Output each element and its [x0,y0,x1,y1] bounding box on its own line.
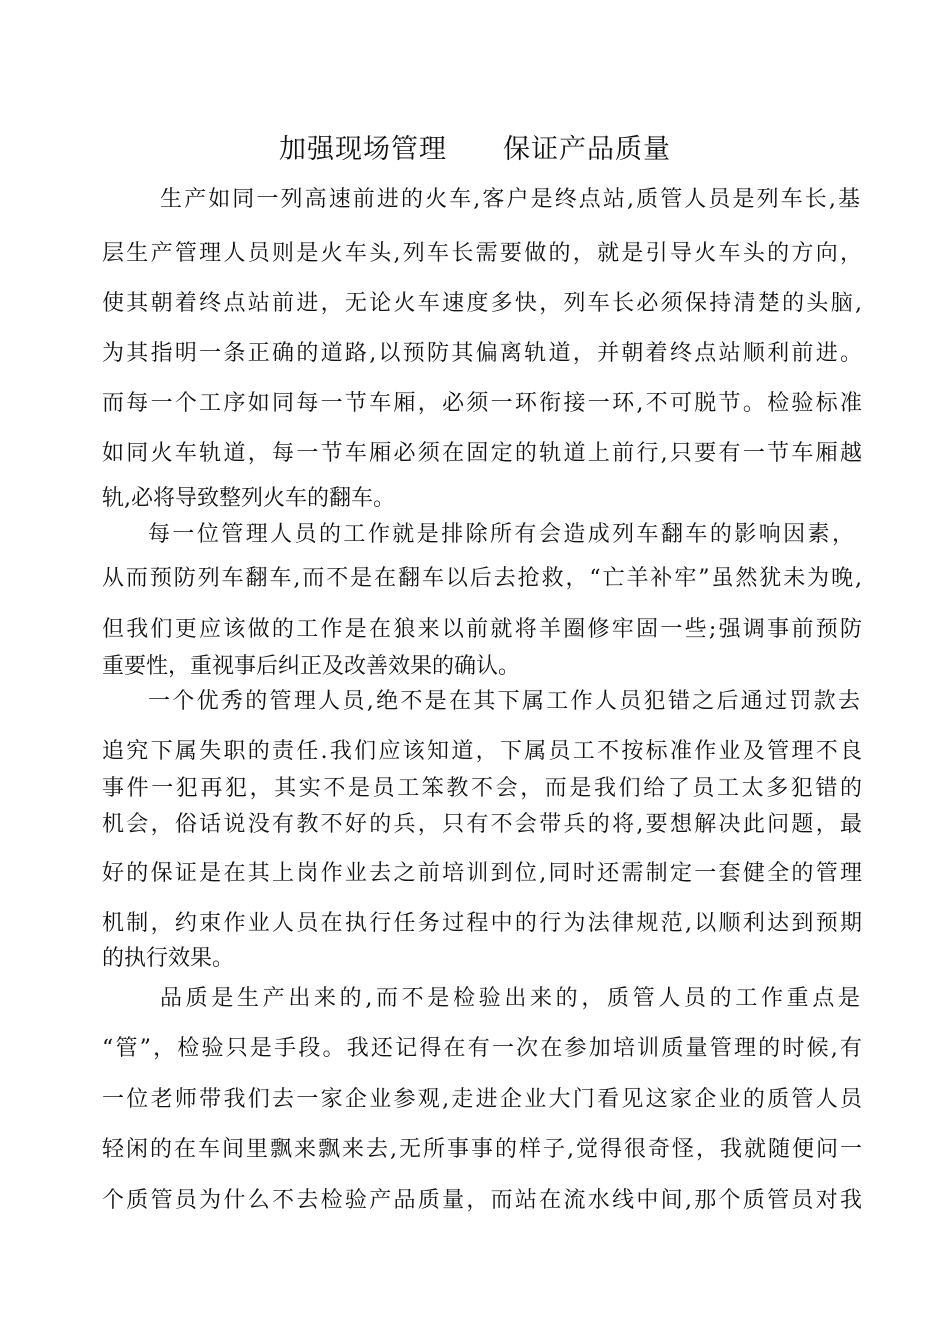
paragraph-line: 每一位管理人员的工作就是排除所有会造成列车翻车的影响因素， [148,522,854,547]
paragraph-line: 生产如同一列高速前进的火车,客户是终点站,质管人员是列车长,基 [160,187,860,212]
paragraph-line: 如同火车轨道，每一节车厢必须在固定的轨道上前行,只要有一节车厢越 [102,441,862,466]
paragraph-line: 使其朝着终点站前进，无论火车速度多快，列车长必须保持清楚的头脑, [102,291,862,316]
paragraph-line: 一个优秀的管理人员,绝不是在其下属工作人员犯错之后通过罚款去 [148,689,860,714]
paragraph-line: 层生产管理人员则是火车头,列车长需要做的，就是引导火车头的方向， [102,241,862,266]
paragraph-line: 轨,必将导致整列火车的翻车。 [102,486,395,511]
paragraph-line: 机制，约束作业人员在执行任务过程中的行为法律规范,以顺利达到预期 [102,911,862,936]
paragraph-line: 的执行效果。 [102,946,235,971]
paragraph-line: 一位老师带我们去一家企业参观,走进企业大门看见这家企业的质管人员 [102,1087,862,1112]
paragraph-line: 个质管员为什么不去检验产品质量，而站在流水线中间,那个质管员对我 [102,1188,862,1213]
paragraph-line: 轻闲的在车间里飘来飘来去,无所事事的样子,觉得很奇怪，我就随便问一 [102,1137,862,1162]
paragraph-line: 好的保证是在其上岗作业去之前培训到位,同时还需制定一套健全的管理 [102,861,862,886]
paragraph-line: 机会，俗话说没有教不好的兵，只有不会带兵的将,要想解决此问题，最 [102,812,862,837]
paragraph-line: 追究下属失职的责任.我们应该知道，下属员工不按标准作业及管理不良 [102,739,862,764]
paragraph-line: 而每一个工序如同每一节车厢，必须一环衔接一环,不可脱节。检验标准 [102,391,862,416]
paragraph-line: 但我们更应该做的工作是在狼来以前就将羊圈修牢固一些;强调事前预防 [102,617,862,642]
paragraph-line: 从而预防列车翻车,而不是在翻车以后去抢救，“亡羊补牢”虽然犹未为晚, [102,566,862,591]
paragraph-line: 重要性，重视事后纠正及改善效果的确认。 [102,654,521,679]
paragraph-line: “管”，检验只是手段。我还记得在有一次在参加培训质量管理的时候,有 [102,1036,862,1061]
paragraph-line: 为其指明一条正确的道路,以预防其偏离轨道，并朝着终点站顺利前进。 [102,341,862,366]
document-title: 加强现场管理 保证产品质量 [279,134,671,165]
paragraph-line: 事件一犯再犯，其实不是员工笨教不会，而是我们给了员工太多犯错的 [102,776,862,801]
paragraph-line: 品质是生产出来的,而不是检验出来的，质管人员的工作重点是 [160,986,860,1011]
